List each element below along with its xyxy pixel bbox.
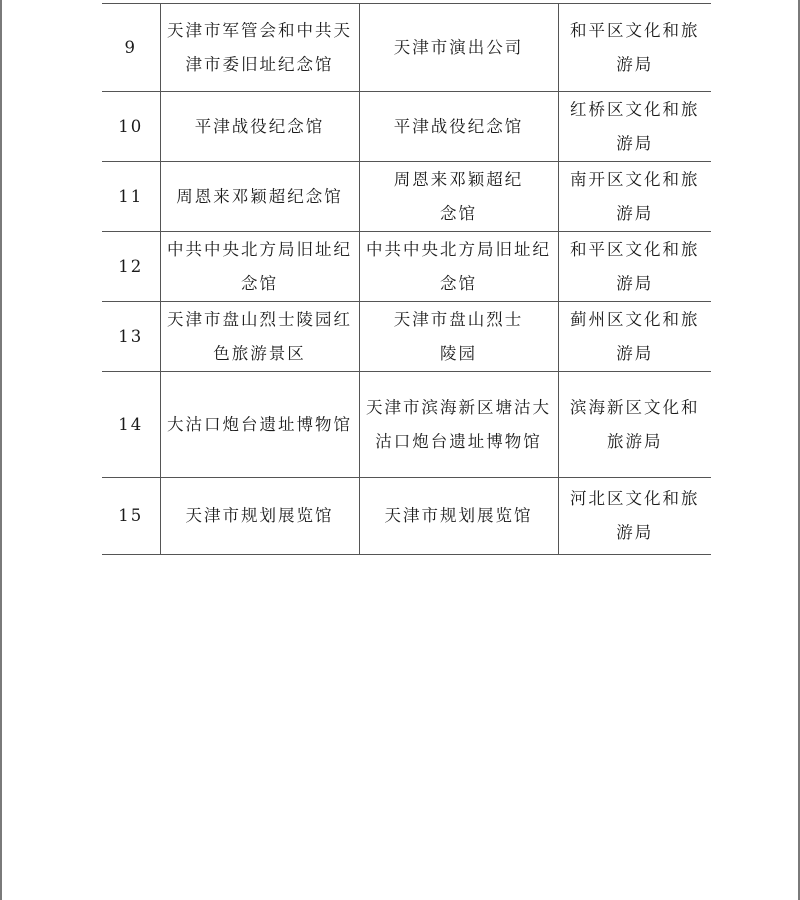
row-number: 12 bbox=[118, 256, 144, 276]
row-number-cell bbox=[102, 372, 160, 478]
operating-unit-cell bbox=[359, 232, 558, 302]
row-number-cell bbox=[102, 478, 160, 555]
operating-unit-cell bbox=[359, 302, 558, 372]
row-number: 11 bbox=[118, 186, 144, 206]
operating-unit: 周恩来邓颖超纪念馆 bbox=[393, 169, 524, 223]
row-number: 14 bbox=[118, 414, 144, 434]
site-name-cell bbox=[160, 92, 359, 162]
row-number-cell bbox=[102, 232, 160, 302]
authority: 和平区文化和旅游局 bbox=[570, 20, 700, 74]
operating-unit: 平津战役纪念馆 bbox=[393, 116, 524, 136]
site-name-cell bbox=[160, 4, 359, 92]
authority: 和平区文化和旅游局 bbox=[570, 239, 700, 293]
operating-unit-cell bbox=[359, 162, 558, 232]
authority-cell bbox=[558, 232, 711, 302]
authority: 滨海新区文化和旅游局 bbox=[570, 397, 700, 451]
authority-cell bbox=[558, 478, 711, 555]
row-number: 13 bbox=[118, 326, 144, 346]
table-row bbox=[102, 4, 711, 92]
authority: 红桥区文化和旅游局 bbox=[570, 99, 700, 153]
operating-unit-cell bbox=[359, 372, 558, 478]
authority-cell bbox=[558, 372, 711, 478]
operating-unit: 天津市规划展览馆 bbox=[384, 506, 533, 525]
operating-unit: 天津市盘山烈士陵园 bbox=[393, 309, 524, 363]
site-name: 天津市规划展览馆 bbox=[185, 506, 334, 525]
row-number-cell bbox=[102, 162, 160, 232]
site-name-cell bbox=[160, 478, 359, 555]
row-number-cell bbox=[102, 4, 160, 92]
operating-unit: 中共中央北方局旧址纪念馆 bbox=[366, 239, 551, 293]
row-number: 15 bbox=[118, 506, 144, 525]
authority: 河北区文化和旅游局 bbox=[570, 489, 700, 542]
authority-cell bbox=[558, 92, 711, 162]
site-name: 大沽口炮台遗址博物馆 bbox=[167, 414, 352, 434]
operating-unit-cell bbox=[359, 92, 558, 162]
row-number: 10 bbox=[118, 116, 144, 136]
table-row bbox=[102, 302, 711, 372]
row-number: 9 bbox=[124, 37, 137, 57]
site-name-cell bbox=[160, 302, 359, 372]
table-row bbox=[102, 372, 711, 478]
authority-cell bbox=[558, 302, 711, 372]
heritage-sites-table bbox=[102, 3, 711, 555]
table-row bbox=[102, 92, 711, 162]
site-name-cell bbox=[160, 162, 359, 232]
site-name-cell bbox=[160, 372, 359, 478]
operating-unit: 天津市演出公司 bbox=[393, 37, 524, 57]
operating-unit: 天津市滨海新区塘沽大沽口炮台遗址博物馆 bbox=[366, 397, 551, 451]
site-name: 平津战役纪念馆 bbox=[194, 116, 325, 136]
table-row bbox=[102, 232, 711, 302]
operating-unit-cell bbox=[359, 4, 558, 92]
row-number-cell bbox=[102, 92, 160, 162]
site-name: 周恩来邓颖超纪念馆 bbox=[176, 186, 343, 206]
document-page bbox=[2, 0, 798, 900]
authority-cell bbox=[558, 4, 711, 92]
site-name: 天津市军管会和中共天津市委旧址纪念馆 bbox=[167, 20, 352, 74]
authority: 蓟州区文化和旅游局 bbox=[570, 309, 700, 363]
table-row bbox=[102, 478, 711, 555]
site-name: 中共中央北方局旧址纪念馆 bbox=[167, 239, 352, 293]
authority-cell bbox=[558, 162, 711, 232]
table-row bbox=[102, 162, 711, 232]
operating-unit-cell bbox=[359, 478, 558, 555]
row-number-cell bbox=[102, 302, 160, 372]
site-name-cell bbox=[160, 232, 359, 302]
authority: 南开区文化和旅游局 bbox=[570, 169, 700, 223]
site-name: 天津市盘山烈士陵园红色旅游景区 bbox=[167, 309, 352, 363]
